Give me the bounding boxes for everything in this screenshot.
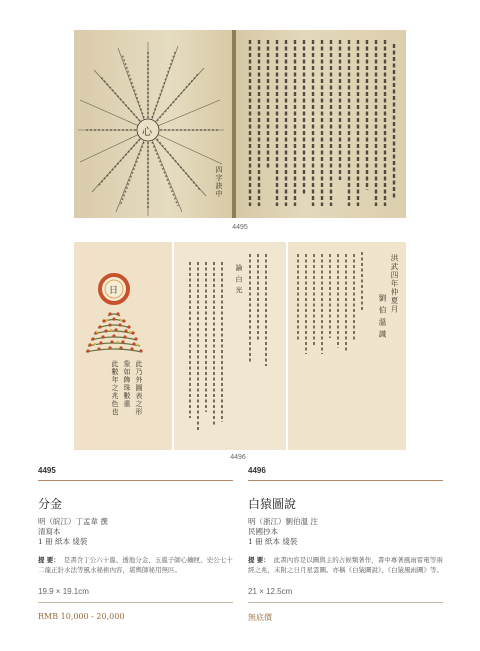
caption-4496: 4496 [230, 454, 246, 461]
lot-estimate: 無底價 [248, 613, 272, 622]
lot-estimate: RMB 10,000 - 20,000 [38, 612, 125, 621]
lot-size: 19.9 × 19.1cm [38, 587, 233, 603]
lot-edition: 民國抄本 [248, 527, 278, 536]
diagram-center-char: 心 [142, 127, 152, 138]
text-page-a [174, 242, 286, 450]
lot-4495-info [38, 466, 233, 621]
lot-4495-image [74, 30, 406, 218]
text-columns [236, 30, 406, 218]
lot-size: 21 × 12.5cm [248, 587, 443, 603]
lot-description [38, 556, 233, 575]
lot-4496-info [248, 466, 443, 623]
book-gutter [232, 30, 236, 218]
page-b-columns [288, 242, 406, 450]
desc-label: 提 要： [38, 556, 60, 564]
lot-author: 明（浙江）劉伯溫 注 [248, 517, 318, 526]
page-b-head: 洪武四年仲夏月 [390, 254, 399, 314]
lot-format: 1 冊 紙本 綫裝 [248, 537, 298, 546]
lot-description [248, 556, 443, 575]
lot-meta [38, 517, 233, 547]
text-page-b [288, 242, 406, 450]
lot-edition: 清寫本 [38, 527, 61, 536]
lot-4496-image [74, 242, 406, 450]
sun-poem-3: 此數年之兆色也 [111, 360, 119, 416]
lot-title: 白猿圖說 [248, 497, 297, 511]
text-page-4495 [236, 30, 406, 218]
page-a-head: 論 白 光 [235, 264, 243, 295]
desc-text: 是書含丁公六十龍、透地分金、玉龍子師心鑰匣、史公七十二龍正針水法等風水秘術內容，堪輿師秘用無匹。 [38, 556, 233, 574]
desc-text: 此書內容是以圖與主的占候類著作，書中專著風雨雷電等兩經之兆，末附之日月星雲圖。亦稱《白猿圖說》、《白猿風雨圖》等。 [248, 556, 443, 574]
caption-4495: 4495 [232, 224, 248, 231]
lot-author: 明（皖江）丁孟韋 撰 [38, 517, 108, 526]
lot-format: 1 冊 紙本 綫裝 [38, 537, 88, 546]
sun-char: 日 [109, 286, 119, 296]
lot-number: 4495 [38, 466, 233, 481]
radial-diagram [74, 30, 232, 218]
lot-meta [248, 517, 443, 547]
diagram-corner-text: 四字訣中 [215, 166, 223, 198]
diagram-page [74, 30, 232, 218]
lot-title: 分金 [38, 497, 63, 511]
lot-number: 4496 [248, 466, 443, 481]
desc-label: 提 要： [248, 556, 270, 564]
page-a-columns [174, 242, 286, 450]
sun-poem-1: 此乃外圓表之形 [135, 360, 143, 416]
page-b-sign: 劉 伯 溫 識 [378, 294, 387, 339]
sun-poem-2: 象如飾珠數重 [123, 360, 131, 408]
sun-page [74, 242, 172, 450]
